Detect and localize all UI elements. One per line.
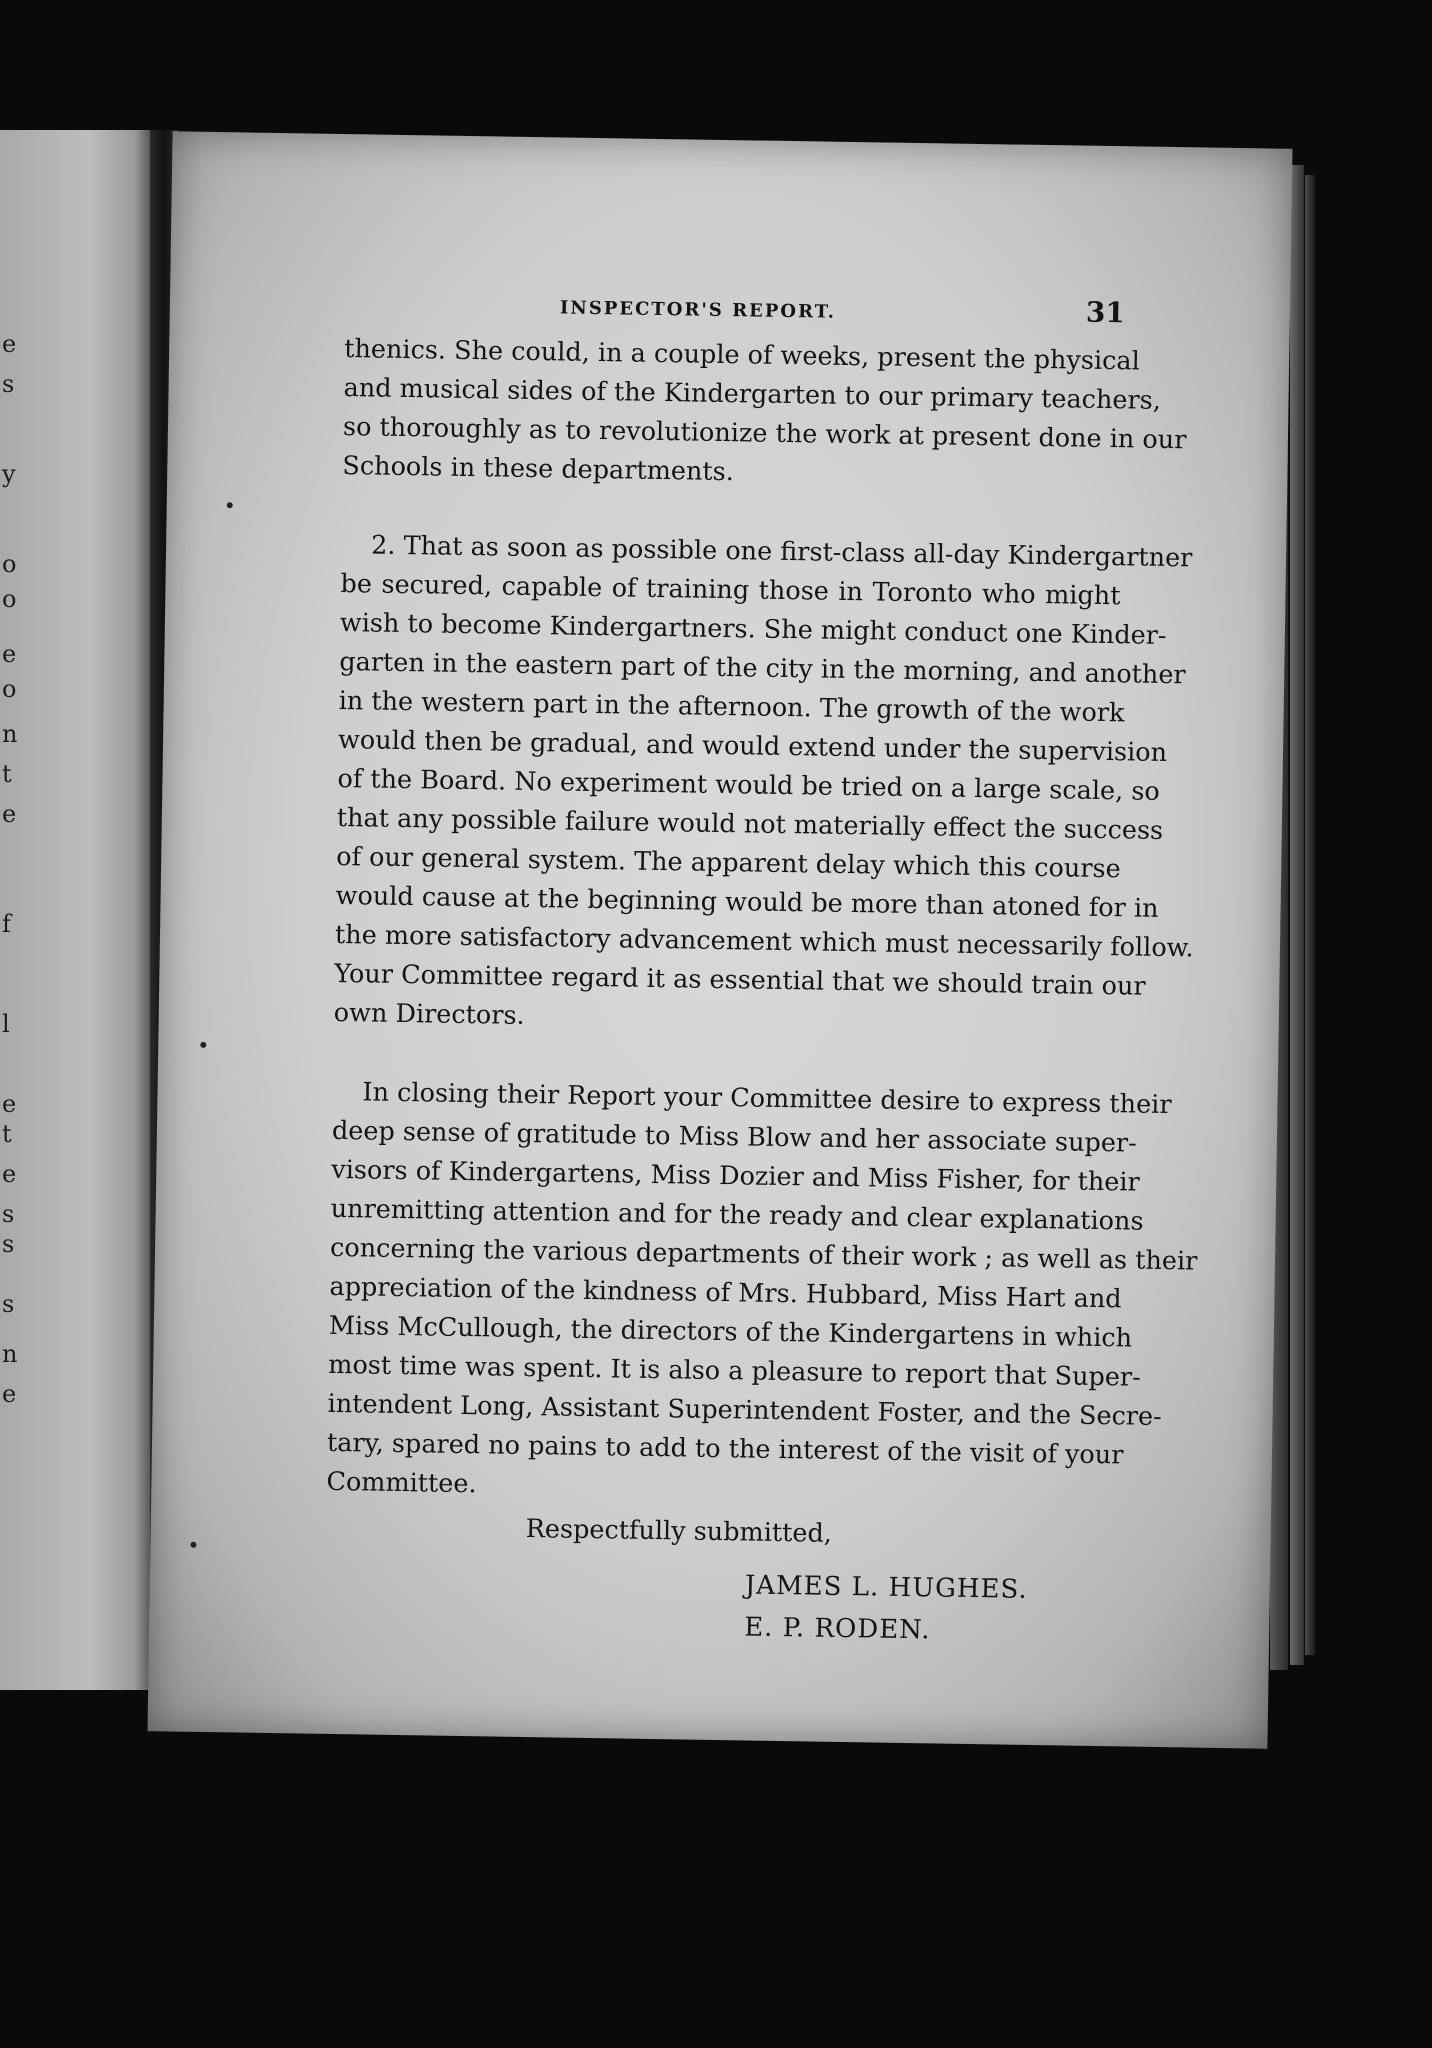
left-page-letter: e — [2, 800, 17, 828]
page-edge — [1290, 165, 1304, 1665]
left-page-letter: s — [2, 1200, 15, 1228]
text-line: of our general system. The apparent delay which this course — [336, 841, 1121, 885]
left-page-letter: e — [2, 330, 17, 358]
text-line: would then be gradual, and would extend under the supervision — [337, 724, 1168, 768]
signatures — [324, 1558, 1105, 1654]
left-page-letter: e — [2, 1380, 17, 1408]
text-line: garten in the eastern part of the city in the morning, and another — [339, 646, 1186, 691]
text-line: most time was spent. It is also a pleasure to report that Super- — [328, 1349, 1141, 1393]
scan-speck — [200, 1042, 206, 1048]
text-line: in the western part in the afternoon. The growth of the work — [338, 685, 1125, 729]
left-page-letter: e — [2, 640, 17, 668]
paragraph-recommendation-2 — [333, 526, 1194, 1045]
text-line: be secured, capable of training those in Toronto who might — [340, 568, 1121, 612]
text-line: In closing their Report your Committee desire to express their — [362, 1077, 1172, 1121]
closing-salutation: Respectfully submitted, — [525, 1514, 833, 1549]
signature-hughes: JAMES L. HUGHES. — [744, 1570, 1028, 1605]
left-page-letter: n — [2, 720, 18, 748]
left-page-letter: t — [2, 1120, 12, 1148]
text-line: concerning the various departments of their work ; as well as their — [329, 1232, 1198, 1277]
paragraph-continuation — [342, 330, 1187, 498]
left-page-letter: s — [2, 1230, 15, 1258]
text-line: of the Board. No experiment would be tried on a large scale, so — [337, 763, 1160, 807]
text-line: would cause at the beginning would be more than atoned for in — [335, 880, 1159, 924]
left-page-letter: t — [2, 760, 12, 788]
scan-speck — [190, 1542, 196, 1548]
left-page-fragment — [0, 130, 150, 1690]
text-line: intendent Long, Assistant Superintendent Foster, and the Secre- — [327, 1388, 1163, 1432]
text-line: unremitting attention and for the ready and clear explanations — [330, 1193, 1144, 1237]
text-line: and musical sides of the Kindergarten to our primary teachers, — [343, 373, 1162, 416]
scan-speck — [227, 502, 233, 508]
text-line: Miss McCullough, the directors of the Kindergartens in which — [328, 1310, 1133, 1354]
signature-roden: E. P. RODEN. — [743, 1612, 931, 1646]
text-line: that any possible failure would not materially effect the success — [336, 802, 1164, 846]
text-line: so thoroughly as to revolutionize the work at present done in our — [342, 412, 1187, 456]
left-page-letter: e — [2, 1160, 17, 1188]
left-page-letter: f — [2, 910, 11, 938]
text-line: thenics. She could, in a couple of weeks, present the physical — [344, 334, 1140, 377]
left-page-letter: o — [2, 550, 17, 578]
page-edge — [1305, 175, 1315, 1655]
text-line: appreciation of the kindness of Mrs. Hubbard, Miss Hart and — [329, 1271, 1122, 1315]
paragraph-closing — [326, 1073, 1198, 1514]
text-line: wish to become Kindergartners. She might conduct one Kinder- — [339, 607, 1167, 651]
left-page-letter: s — [2, 370, 15, 398]
left-page-letter: s — [2, 1290, 15, 1318]
text-line: Your Committee regard it as essential that we should train our — [334, 958, 1146, 1002]
text-line: deep sense of gratitude to Miss Blow and her associate super- — [331, 1115, 1137, 1159]
text-line: visors of Kindergartens, Miss Dozier and Miss Fisher, for their — [331, 1154, 1140, 1198]
running-head — [345, 284, 1126, 336]
text-line: Committee. — [326, 1466, 477, 1500]
left-page-letters — [0, 130, 20, 1690]
left-page-letter: e — [2, 1090, 17, 1118]
text-line: 2. That as soon as possible one first-class all-day Kindergartner — [370, 530, 1193, 574]
page-text — [324, 284, 1198, 1654]
right-page — [148, 131, 1293, 1748]
left-page-letter: l — [2, 1010, 10, 1038]
text-line: the more satisfactory advancement which must necessarily follow. — [334, 919, 1194, 964]
text-line: tary, spared no pains to add to the interest of the visit of your — [326, 1427, 1124, 1471]
text-line: own Directors. — [333, 997, 525, 1031]
left-page-letter: y — [2, 460, 16, 488]
running-head-title: INSPECTOR'S REPORT. — [559, 297, 837, 323]
page-number: 31 — [1085, 295, 1126, 330]
left-page-letter: o — [2, 675, 17, 703]
text-line: Schools in these departments. — [342, 451, 735, 488]
left-page-letter: n — [2, 1340, 18, 1368]
left-page-letter: o — [2, 585, 17, 613]
